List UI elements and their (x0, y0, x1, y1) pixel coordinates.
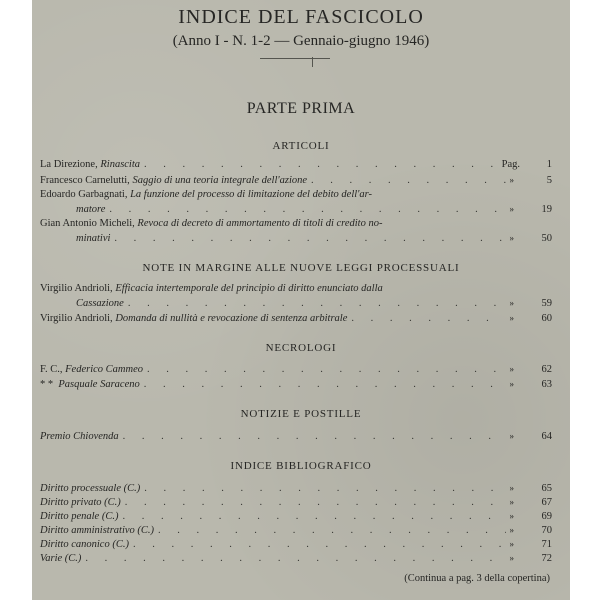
ditto-mark: » (509, 233, 514, 243)
leader-dots (123, 430, 506, 444)
leader-dots (158, 524, 505, 538)
ditto-mark: » (509, 431, 514, 441)
section-heading-articoli: ARTICOLI (272, 140, 330, 152)
toc-entry-continuation (76, 231, 552, 245)
entry-title: Revoca di decreto di ammortamento di titoli di credito no- (137, 218, 383, 229)
entry-author: * * (40, 379, 54, 390)
leader-dots (128, 297, 506, 311)
toc-entry (40, 523, 552, 537)
toc-entry (40, 173, 552, 187)
toc-entry-continuation (76, 202, 552, 216)
page-number: 19 (541, 204, 552, 215)
toc-entry (40, 495, 552, 509)
leader-dots (144, 378, 506, 392)
toc-entry (40, 362, 552, 376)
entry-title: Premio Chiovenda (40, 431, 119, 442)
leader-dots (351, 312, 505, 326)
leader-dots (122, 510, 505, 524)
entry-author: F. C., (40, 364, 63, 375)
toc-entry-continuation (76, 296, 552, 310)
ditto-mark: » (509, 379, 514, 389)
page-number: 69 (541, 511, 552, 522)
entry-title: Saggio di una teoria integrale dell'azione (132, 175, 308, 186)
leader-dots (144, 482, 505, 496)
page-number: 72 (541, 553, 552, 564)
page-number: 1 (546, 159, 552, 170)
page-number: 67 (541, 497, 552, 508)
toc-entry (40, 188, 552, 202)
toc-entry (40, 537, 552, 551)
ditto-mark: » (509, 175, 514, 185)
entry-title: Pasquale Saraceno (58, 379, 140, 390)
section-heading-indice: INDICE BIBLIOGRAFICO (230, 460, 372, 472)
page-number: 5 (546, 175, 552, 186)
leader-dots (144, 158, 498, 172)
page-number: 62 (541, 364, 552, 375)
toc-entry (40, 311, 552, 325)
toc-entry (40, 509, 552, 523)
entry-title: La funzione del processo di limitazione del debito dell'ar- (130, 189, 373, 200)
page-number: 50 (541, 233, 552, 244)
continuation-note: (Continua a pag. 3 della copertina) (404, 573, 550, 584)
page-number: 59 (541, 298, 552, 309)
entry-title: Federico Cammeo (65, 364, 143, 375)
entry-title: Diritto privato (C.) (40, 497, 121, 508)
document-page (32, 0, 570, 600)
entry-title: Efficacia intertemporale del principio di diritto enunciato dalla (115, 283, 383, 294)
entry-title: Diritto processuale (C.) (40, 483, 141, 494)
page-number: 63 (541, 379, 552, 390)
page-label: Pag. (501, 159, 520, 170)
ditto-mark: » (509, 539, 514, 549)
entry-title: Varie (C.) (40, 553, 82, 564)
divider-rule (260, 58, 330, 59)
entry-title-continuation: Cassazione (76, 298, 124, 309)
toc-entry (40, 282, 552, 296)
entry-title-continuation: matore (76, 204, 106, 215)
entry-author: Francesco Carnelutti, (40, 175, 130, 186)
toc-entry (40, 481, 552, 495)
ditto-mark: » (509, 204, 514, 214)
entry-author: Virgilio Andrioli, (40, 283, 113, 294)
toc-entry (40, 158, 552, 172)
entry-title: Domanda di nullità e revocazione di sentenza arbitrale (115, 313, 348, 324)
page-subtitle: (Anno I - N. 1-2 — Gennaio-giugno 1946) (172, 33, 430, 49)
ditto-mark: » (509, 483, 514, 493)
page-number: 65 (541, 483, 552, 494)
page-title: INDICE DEL FASCICOLO (178, 6, 424, 28)
part-title: PARTE PRIMA (246, 100, 356, 117)
leader-dots (109, 203, 505, 217)
ditto-mark: » (509, 553, 514, 563)
page-number: 64 (541, 431, 552, 442)
section-heading-note: NOTE IN MARGINE ALLE NUOVE LEGGI PROCESSUALI (142, 262, 460, 274)
toc-entry (40, 551, 552, 565)
toc-entry (40, 377, 552, 391)
entry-title: Diritto penale (C.) (40, 511, 119, 522)
entry-title: Rinascita (100, 159, 141, 170)
leader-dots (85, 552, 505, 566)
page-number: 60 (541, 313, 552, 324)
entry-title: Diritto amministrativo (C.) (40, 525, 155, 536)
ditto-mark: » (509, 298, 514, 308)
entry-title: Diritto canonico (C.) (40, 539, 129, 550)
ditto-mark: » (509, 364, 514, 374)
leader-dots (147, 363, 506, 377)
page-number: 70 (541, 525, 552, 536)
section-heading-notizie: NOTIZIE E POSTILLE (240, 408, 362, 420)
entry-author: Virgilio Andrioli, (40, 313, 113, 324)
page-number: 71 (541, 539, 552, 550)
entry-author: Gian Antonio Micheli, (40, 218, 135, 229)
leader-dots (311, 174, 505, 188)
leader-dots (133, 538, 506, 552)
leader-dots (114, 232, 505, 246)
entry-author: Edoardo Garbagnati, (40, 189, 128, 200)
ditto-mark: » (509, 511, 514, 521)
ditto-mark: » (509, 313, 514, 323)
section-heading-necrologi: NECROLOGI (265, 342, 337, 354)
entry-author: La Direzione, (40, 159, 98, 170)
toc-entry (40, 217, 552, 231)
ditto-mark: » (509, 497, 514, 507)
entry-title-continuation: minativi (76, 233, 111, 244)
ditto-mark: » (509, 525, 514, 535)
toc-entry (40, 429, 552, 443)
leader-dots (125, 496, 506, 510)
